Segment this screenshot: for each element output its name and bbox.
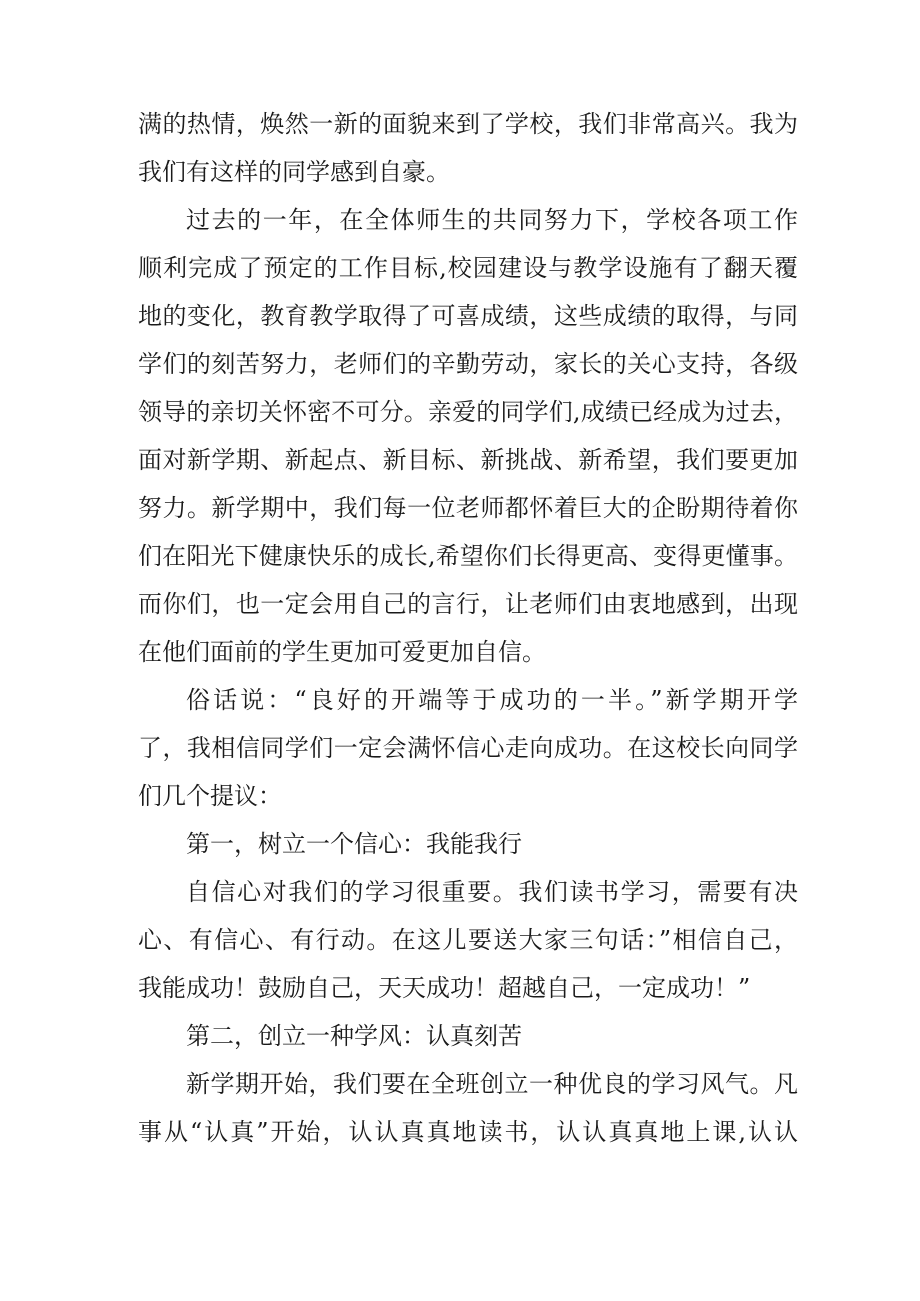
text-line: 而你们，也一定会用自己的言行，让老师们由衷地感到，出现 <box>138 590 798 618</box>
text-line: 学们的刻苦努力，老师们的辛勤劳动，家长的关心支持，各级 <box>138 350 798 378</box>
text-line: 顺利完成了预定的工作目标,校园建设与教学设施有了翻天覆 <box>138 254 798 282</box>
paragraph-start-line: 俗话说：“良好的开端等于成功的一半。”新学期开学 <box>186 686 798 714</box>
text-line: 事从“认真”开始，认认真真地读书，认认真真地上课,认认 <box>138 1118 798 1146</box>
text-line: 们几个提议： <box>138 782 282 810</box>
text-line: 在他们面前的学生更加可爱更加自信。 <box>138 638 546 666</box>
text-line: 地的变化，教育教学取得了可喜成绩，这些成绩的取得，与同 <box>138 302 798 330</box>
paragraph-start-line: 新学期开始，我们要在全班创立一种优良的学习风气。凡 <box>186 1070 798 1098</box>
section-heading-1: 第一，树立一个信心：我能我行 <box>186 830 522 858</box>
paragraph-start-line: 自信心对我们的学习很重要。我们读书学习，需要有决 <box>186 878 798 906</box>
text-line: 心、有信心、有行动。在这儿要送大家三句话：”相信自己， <box>138 926 798 954</box>
paragraph-start-line: 过去的一年，在全体师生的共同努力下，学校各项工作 <box>186 206 798 234</box>
text-line: 了，我相信同学们一定会满怀信心走向成功。在这校长向同学 <box>138 734 798 762</box>
section-heading-2: 第二，创立一种学风：认真刻苦 <box>186 1022 522 1050</box>
text-line: 满的热情，焕然一新的面貌来到了学校，我们非常高兴。我为 <box>138 110 798 138</box>
text-line: 们在阳光下健康快乐的成长,希望你们长得更高、变得更懂事。 <box>138 542 798 570</box>
text-line: 我们有这样的同学感到自豪。 <box>138 158 450 186</box>
text-line: 面对新学期、新起点、新目标、新挑战、新希望，我们要更加 <box>138 446 798 474</box>
text-line: 努力。新学期中，我们每一位老师都怀着巨大的企盼期待着你 <box>138 494 798 522</box>
body-text <box>138 100 798 1156</box>
text-line: 我能成功！鼓励自己，天天成功！超越自己，一定成功！” <box>138 974 751 1002</box>
text-line: 领导的亲切关怀密不可分。亲爱的同学们,成绩已经成为过去， <box>138 398 798 426</box>
